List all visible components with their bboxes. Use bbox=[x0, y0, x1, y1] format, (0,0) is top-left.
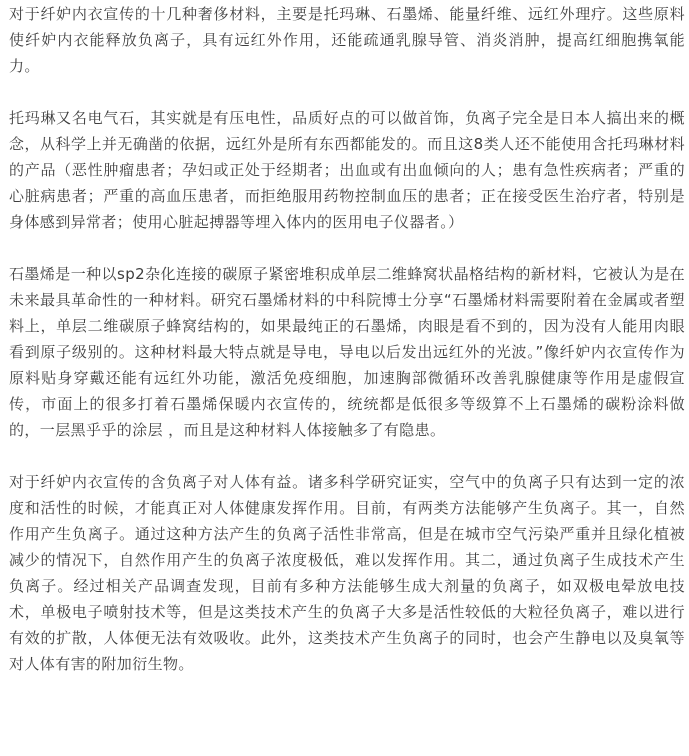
paragraph-negative-ions: 对于纤妒内衣宣传的含负离子对人体有益。诸多科学研究证实，空气中的负离子只有达到一定的浓度和活性的时候，才能真正对人体健康发挥作用。目前，有两类方法能够产生负离子。其一，自然作用产生负离子。通过这种方法产生的负离子活性非常高，但是在城市空气污染严重并且绿化植被减少的情况下，自然作用产生的负离子浓度极低，难以发挥作用。其二，通过负离子生成技术产生负离子。经过相关产品调查发现，目前有多种方法能够生成大剂量的负离子，如双极电晕放电技术，单极电子喷射技术等，但是这类技术产生的负离子大多是活性较低的大粒径负离子，难以进行有效的扩散，人体便无法有效吸收。此外，这类技术产生负离子的同时，也会产生静电以及臭氧等对人体有害的附加衍生物。 bbox=[9, 473, 685, 673]
article-body bbox=[9, 1, 685, 677]
paragraph-tourmaline: 托玛琳又名电气石，其实就是有压电性，品质好点的可以做首饰，负离子完全是日本人搞出来的概念，从科学上并无确凿的依据，远红外是所有东西都能发的。而且这8类人还不能使用含托玛琳材料的产品（恶性肿瘤患者；孕妇或正处于经期者；出血或有出血倾向的人；患有急性疾病者；严重的心脏病患者；严重的高血压患者，而拒绝服用药物控制血压的患者；正在接受医生治疗者，特别是身体感到异常者；使用心脏起搏器等埋入体内的医用电子仪器者。） bbox=[9, 109, 685, 231]
paragraph-materials-intro: 对于纤妒内衣宣传的十几种奢侈材料，主要是托玛琳、石墨烯、能量纤维、远红外理疗。这些原料使纤妒内衣能释放负离子，具有远红外作用，还能疏通乳腺导管、消炎消肿，提高红细胞携氧能力。 bbox=[9, 5, 685, 75]
paragraph-graphene: 石墨烯是一种以sp2杂化连接的碳原子紧密堆积成单层二维蜂窝状晶格结构的新材料，它被认为是在未来最具革命性的一种材料。研究石墨烯材料的中科院博士分享“石墨烯材料需要附着在金属或者塑料上，单层二维碳原子蜂窝结构的，如果最纯正的石墨烯，肉眼是看不到的，因为没有人能用肉眼看到原子级别的。这种材料最大特点就是导电，导电以后发出远红外的光波。”像纤妒内衣宣传作为原料贴身穿戴还能有远红外功能，激活免疫细胞，加速胸部微循环改善乳腺健康等作用是虚假宣传，市面上的很多打着石墨烯保暖内衣宣传的，统统都是低很多等级算不上石墨烯的碳粉涂料做的，一层黑乎乎的涂层 ，而且是这种材料人体接触多了有隐患。 bbox=[9, 265, 685, 439]
